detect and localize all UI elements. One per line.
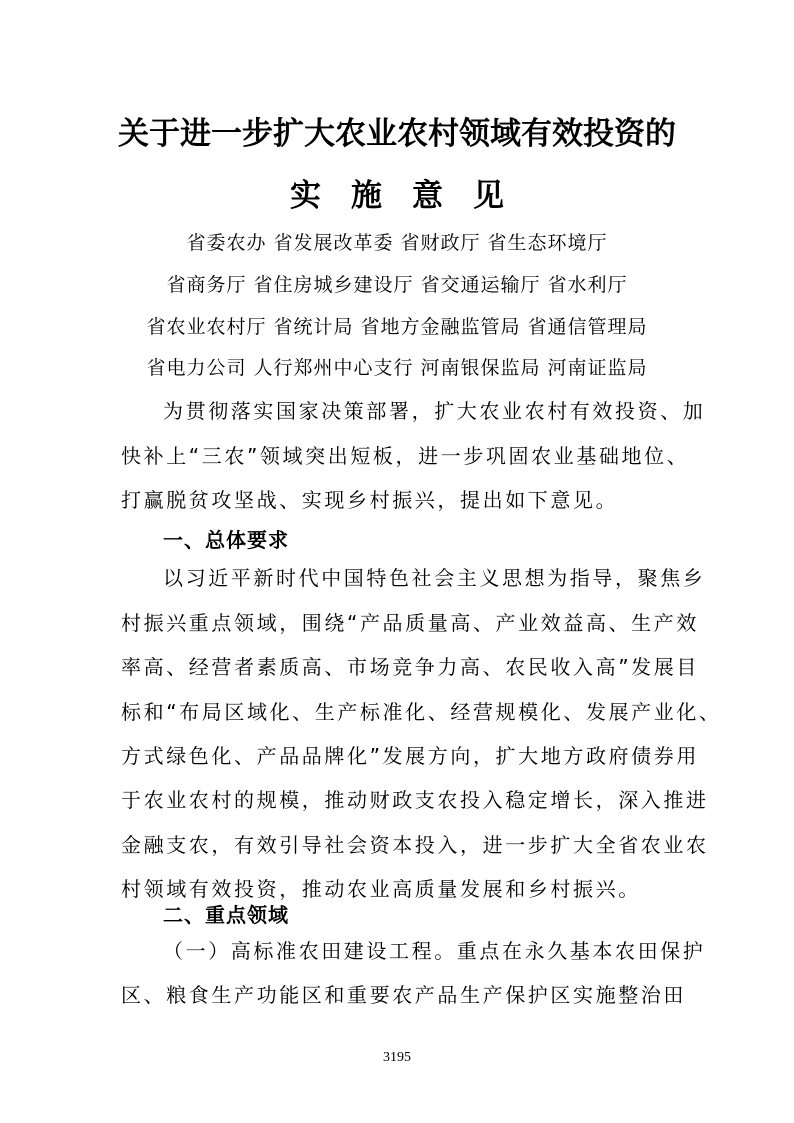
issuer-line-2: 省商务厅 省住房城乡建设厅 省交通运输厅 省水利厅 [166, 274, 628, 296]
issuer-line-4: 省电力公司 人行郑州中心支行 河南银保监局 河南证监局 [146, 357, 648, 379]
document-title-line-1: 关于进一步扩大农业农村领域有效投资的 [118, 116, 676, 152]
section1-line-3: 率高、经营者素质高、市场竞争力高、农民收入高”发展目 [121, 655, 699, 679]
section-heading-1: 一、总体要求 [163, 528, 289, 552]
intro-line-3: 打赢脱贫攻坚战、实现乡村振兴，提出如下意见。 [121, 488, 619, 512]
section2-line-2: 区、粮食生产功能区和重要农产品生产保护区实施整治田 [121, 983, 686, 1007]
intro-line-2: 快补上“三农”领域突出短板，进一步巩固农业基础地位、 [121, 444, 690, 468]
intro-line-1: 为贯彻落实国家决策部署，扩大农业农村有效投资、加 [163, 399, 706, 423]
section1-line-5: 方式绿色化、产品品牌化”发展方向，扩大地方政府债券用 [121, 744, 699, 768]
issuer-line-3: 省农业农村厅 省统计局 省地方金融监管局 省通信管理局 [146, 316, 648, 338]
page-number: 3195 [383, 1050, 411, 1065]
section1-line-1: 以习近平新时代中国特色社会主义思想为指导，聚焦乡 [163, 566, 706, 590]
issuer-line-1: 省委农办 省发展改革委 省财政厅 省生态环境厅 [186, 232, 608, 254]
section-heading-2: 二、重点领域 [163, 903, 289, 927]
section1-line-7: 金融支农，有效引导社会资本投入，进一步扩大全省农业农 [121, 833, 709, 857]
section1-line-4: 标和“布局区域化、生产标准化、经营规模化、发展产业化、 [121, 700, 722, 724]
section1-line-2: 村振兴重点领域，围绕“产品质量高、产业效益高、生产效 [121, 611, 699, 635]
section1-line-6: 于农业农村的规模，推动财政支农投入稳定增长，深入推进 [121, 788, 709, 812]
document-title-line-2: 实施意见 [290, 178, 534, 214]
section1-line-8: 村领域有效投资，推动农业高质量发展和乡村振兴。 [121, 877, 641, 901]
section2-line-1: （一）高标准农田建设工程。重点在永久基本农田保护 [163, 939, 706, 963]
